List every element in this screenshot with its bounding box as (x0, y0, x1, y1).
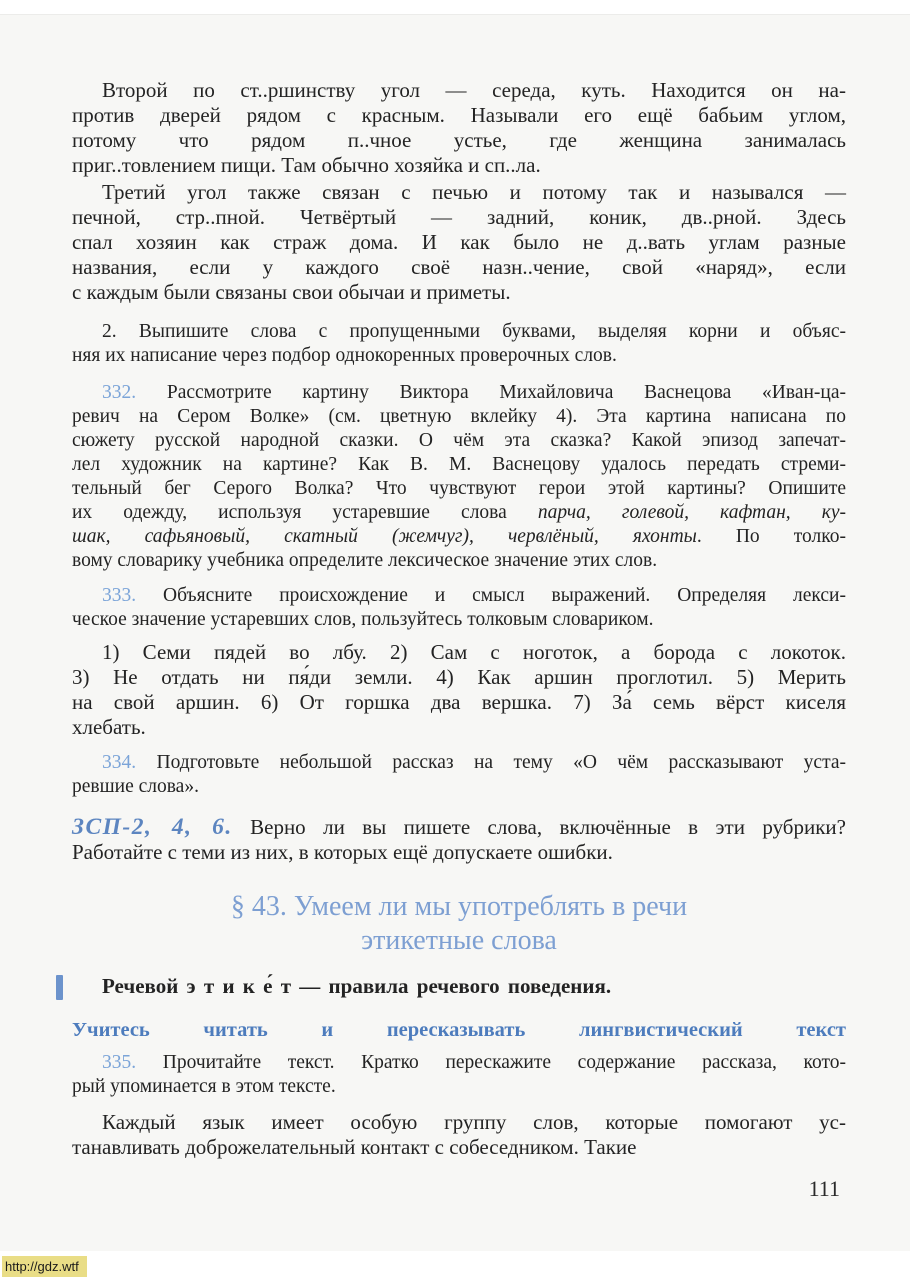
text-line: вому словарику учебника определите лексическое значение этих слов. (72, 550, 658, 571)
text-line: ческое значение устаревших слов, пользуйтесь толковым словариком. (72, 609, 654, 630)
watermark-url: http://gdz.wtf (2, 1256, 87, 1277)
text-line: спал хозяин как страж дома. И как было не д..вать углам разные (72, 230, 846, 254)
paragraph-every-language (72, 1110, 846, 1160)
text-line: 2. Выпишите слова с пропущенными буквами, выделяя корни и объяс- (102, 321, 846, 342)
exercise-number: 335. (102, 1052, 137, 1073)
exercise-334 (72, 751, 846, 799)
definition-rule (72, 973, 846, 999)
text-line: тельный бег Серого Волка? Что чувствуют герои этой картины? Опишите (72, 478, 846, 499)
text-line: Работайте с теми из них, в которых ещё допускаете ошибки. (72, 840, 613, 864)
paragraph-second-corner (72, 78, 846, 178)
section-heading-line: этикетные слова (361, 925, 557, 956)
text-line: рый упоминается в этом тексте. (72, 1076, 336, 1097)
text-line: приг..товлением пищи. Там обычно хозяйка и сп..ла. (72, 153, 541, 177)
text-line: ревшие слова». (72, 776, 199, 797)
text-line: сюжету русской народной сказки. О чём эта сказка? Какой эпизод запечат- (72, 430, 846, 451)
exercise-335 (72, 1051, 846, 1099)
text-line: Третий угол также связан с печью и потому так и назывался — (102, 180, 846, 204)
text-line: няя их написание через подбор однокоренных проверочных слов. (72, 345, 617, 366)
exercise-333 (72, 584, 846, 632)
task-2 (72, 320, 846, 368)
text-line: 3) Не отдать ни пя́ди земли. 4) Как аршин проглотил. 5) Мерить (72, 665, 846, 689)
rule-text: Речевой э т и к е́ т — правила речевого поведения. (102, 974, 612, 998)
rule-marker-bar (56, 975, 63, 1000)
exercise-number: 332. (102, 382, 137, 403)
text-line: названия, если у каждого своё назн..чение, свой «наряд», если (72, 255, 846, 279)
exercise-332 (72, 381, 846, 573)
text-line: на свой аршин. 6) От горшка два вершка. 7) За́ семь вёрст киселя (72, 690, 846, 714)
text-line: шак, сафьяновый, скатный (жемчуг), червлёный, яхонты. По толко- (72, 526, 846, 547)
text-line: Каждый язык имеет особую группу слов, которые помогают ус- (102, 1110, 846, 1134)
text-line: с каждым были связаны свои обычаи и приметы. (72, 280, 511, 304)
expressions-list (72, 640, 846, 740)
text-line: против дверей рядом с красным. Называли его ещё бабьим углом, (72, 103, 846, 127)
learn-to-read-subheading (72, 1017, 846, 1043)
section-heading-line: § 43. Умеем ли мы употреблять в речи (230, 891, 688, 922)
text-line: лел художник на картине? Как В. М. Васнецову удалось передать стреми- (72, 454, 846, 475)
exercise-number: ЗСП-2, 4, 6. (72, 814, 233, 840)
text-line: танавливать доброжелательный контакт с собеседником. Такие (72, 1135, 637, 1159)
text-line: печной, стр..пной. Четвёртый — задний, коник, дв..рной. Здесь (72, 205, 846, 229)
subheading-text: Учитесь читать и пересказывать лингвистический текст (72, 1019, 846, 1041)
text-line: ревич на Сером Волке» (см. цветную вклейку 4). Эта картина написана по (72, 406, 846, 427)
text-line: ЗСП-2, 4, 6. Верно ли вы пишете слова, включённые в эти рубрики? (72, 814, 846, 840)
scanned-book-page (0, 14, 910, 1251)
text-line: 333. Объясните происхождение и смысл выражений. Определяя лекси- (102, 585, 846, 606)
text-line: потому что рядом п..чное устье, где женщина занималась (72, 128, 846, 152)
text-line: Второй по ст..ршинству угол — середа, куть. Находится он на- (102, 78, 846, 102)
page-content (72, 78, 846, 1202)
exercise-number: 334. (102, 752, 137, 773)
text-line: 332. Рассмотрите картину Виктора Михайловича Васнецова «Иван-ца- (102, 382, 846, 403)
text-line: 335. Прочитайте текст. Кратко перескажите содержание рассказа, кото- (102, 1052, 846, 1073)
exercise-number: 333. (102, 585, 137, 606)
text-line: 334. Подготовьте небольшой рассказ на тему «О чём рассказывают уста- (102, 752, 846, 773)
section-heading (72, 890, 846, 958)
text-line: хлебать. (72, 715, 146, 739)
zsp-task (72, 815, 846, 865)
text-line: 1) Семи пядей во лбу. 2) Сам с ноготок, а борода с локоток. (102, 640, 846, 664)
page-number: 111 (808, 1176, 840, 1201)
text-line: их одежду, используя устаревшие слова парча, голевой, кафтан, ку- (72, 502, 846, 523)
paragraph-third-corner (72, 180, 846, 305)
